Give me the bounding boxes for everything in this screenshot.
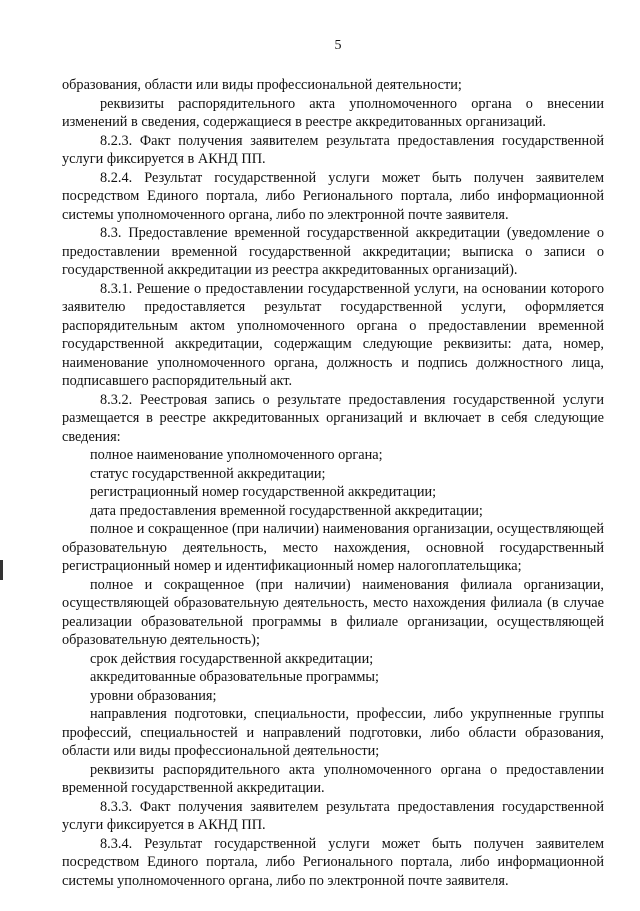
paragraph: 8.3.1. Решение о предоставлении государственной услуги, на основании которого заявителю предоставляется результат государственной услуги, оформляется распорядительным актом уполномоченного органа о предоставлении временной государственной аккредитации, содержащим следующие реквизиты: дата, номер, наименование уполномоченного органа, должность и подпись должностного лица, подписавшего распорядительный акт. [62, 280, 604, 389]
scan-edge-mark [0, 560, 3, 580]
paragraph: образования, области или виды профессиональной деятельности; [62, 77, 462, 93]
page-number: 5 [334, 38, 342, 53]
paragraph: 8.3.2. Реестровая запись о результате предоставления государственной услуги размещается в реестре аккредитованных организаций и включает в себя следующие сведения: [62, 391, 604, 445]
list-item: аккредитованные образовательные программы; [90, 669, 379, 685]
list-item: регистрационный номер государственной аккредитации; [90, 484, 437, 500]
paragraph: 8.2.3. Факт получения заявителем результата предоставления государственной услуги фиксируется в АКНД ПП. [62, 132, 604, 167]
list-item: дата предоставления временной государственной аккредитации; [90, 502, 483, 519]
list-item: реквизиты распорядительного акта уполномоченного органа о предоставлении временной государственной аккредитации. [62, 761, 604, 796]
document-body [62, 76, 604, 890]
list-item: статус государственной аккредитации; [90, 465, 326, 482]
paragraph: 8.3. Предоставление временной государственной аккредитации (уведомление о предоставлении временной государственной аккредитации; выписка о записи о государственной аккредитации из реестра аккредитованных организаций). [62, 225, 604, 278]
list-item: направления подготовки, специальности, профессии, либо укрупненные группы профессий, специальностей и направлений подготовки, либо области образования, области или виды профессиональной деятельности; [62, 706, 604, 759]
list-item: полное и сокращенное (при наличии) наименования филиала организации, осуществляющей образовательную деятельность, место нахождения филиала (в случае реализации образовательной программы в филиале организации, осуществляющей образовательную деятельность); [62, 576, 604, 648]
paragraph: 8.2.4. Результат государственной услуги может быть получен заявителем посредством Единого портала, либо Регионального портала, либо информационной системы уполномоченного органа, либо по электронной почте заявителя. [62, 169, 604, 223]
paragraph: 8.3.4. Результат государственной услуги может быть получен заявителем посредством Единого портала, либо Регионального портала, либо информационной системы уполномоченного органа, либо по электронной почте заявителя. [62, 835, 604, 889]
list-item: полное и сокращенное (при наличии) наименования организации, осуществляющей образовательную деятельность, место нахождения, основной государственный регистрационный номер и идентификационный номер налогоплательщика; [62, 521, 604, 574]
list-item: срок действия государственной аккредитации; [90, 650, 374, 667]
list-item: полное наименование уполномоченного органа; [90, 447, 383, 463]
paragraph: реквизиты распорядительного акта уполномоченного органа о внесении изменений в сведения, содержащиеся в реестре аккредитованных организаций. [62, 95, 604, 130]
list-item: уровни образования; [90, 687, 217, 704]
paragraph: 8.3.3. Факт получения заявителем результата предоставления государственной услуги фиксируется в АКНД ПП. [62, 798, 604, 833]
